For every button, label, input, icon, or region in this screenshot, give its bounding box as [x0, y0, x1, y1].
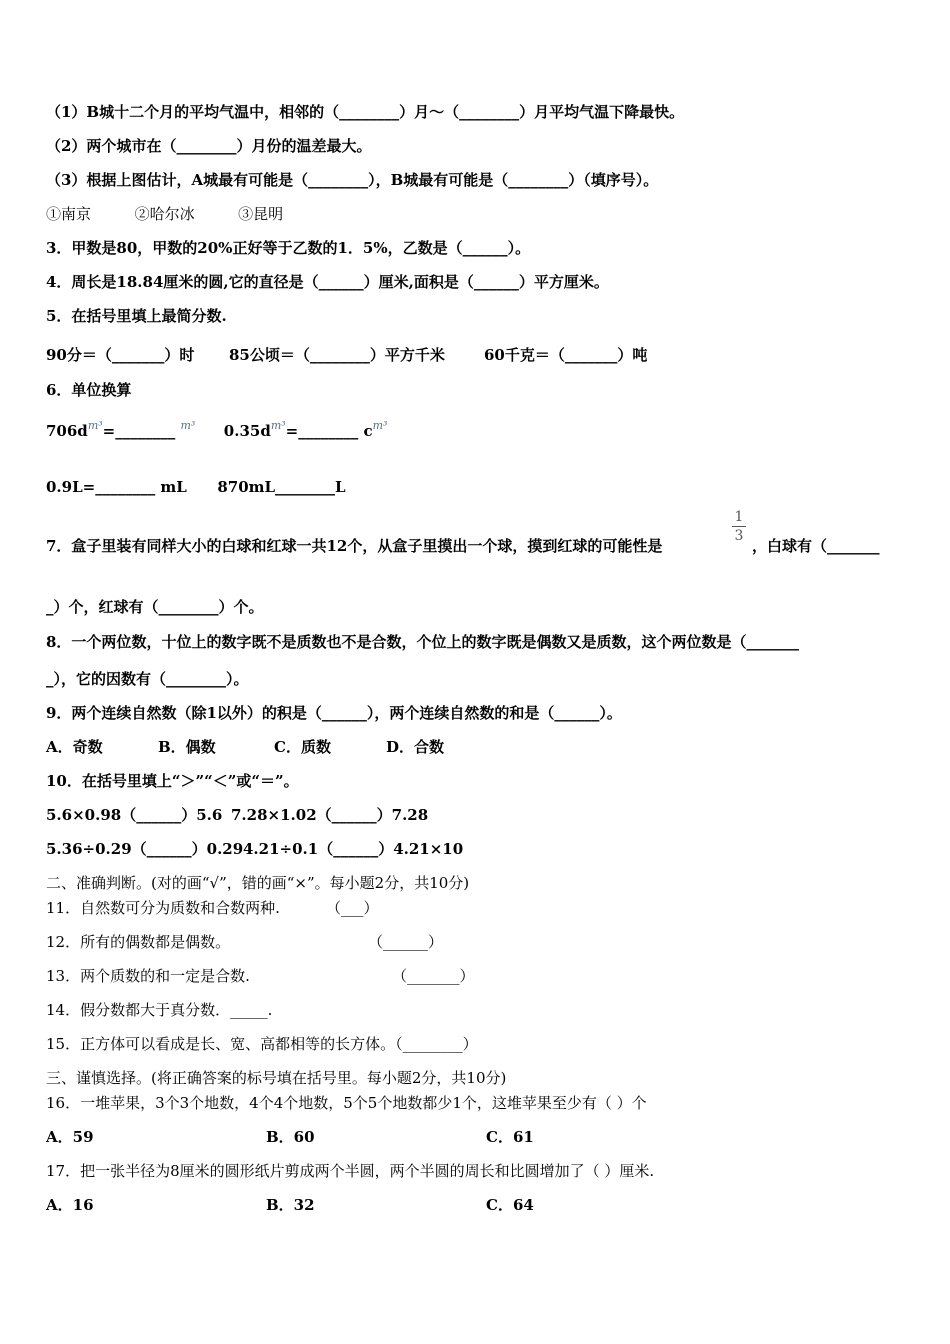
q6-prompt: 6．单位换算	[46, 381, 132, 399]
fraction-one-third: 1 3	[731, 509, 747, 544]
q6-row1: $706d^{m^3}=\_\_\_\_\_\_\_\_$ $^{m^3}$ $0.35d^{m^3}=\_\_\_\_\_\_\_\_$ $c^{m^3}$	[46, 419, 388, 440]
section2-title: 二、准确判断。(对的画“√”，错的画“×”。每小题2分，共10分)	[46, 874, 470, 892]
q8-line2: _），它的因数有（________）。	[46, 670, 249, 688]
q7-line2: _）个，红球有（________）个。	[46, 598, 264, 616]
q9-prompt: 9．两个连续自然数（除1以外）的积是（______），两个连续自然数的和是（______）。	[46, 704, 622, 722]
q2-sub1: （1）B城十二个月的平均气温中，相邻的（________）月～（________）月平均气温下降最快。	[46, 103, 685, 121]
cubic-unit: m³	[180, 419, 196, 432]
q5-item-2: 85公顷＝（________）平方千米	[229, 346, 445, 364]
q2-option-2: ②哈尔冰	[134, 205, 195, 223]
q13: 13．两个质数的和一定是合数. （_______）	[46, 967, 475, 985]
q4: 4．周长是18.84厘米的圆,它的直径是（______）厘米,面积是（______）平方厘米。	[46, 273, 609, 291]
q17: 17．把一张半径为8厘米的圆形纸片剪成两个半圆，两个半圆的周长和比圆增加了（ ）厘米.	[46, 1162, 655, 1180]
q15: 15．正方体可以看成是长、宽、高都相等的长方体。（________）	[46, 1035, 478, 1053]
q10-prompt: 10．在括号里填上“＞”“＜”或“＝”。	[46, 772, 299, 790]
q2-sub2: （2）两个城市在（________）月份的温差最大。	[46, 137, 372, 155]
q3: 3．甲数是80，甲数的20%正好等于乙数的1．5%，乙数是（______）。	[46, 239, 531, 257]
cubic-unit: m³	[372, 419, 388, 432]
q12: 12．所有的偶数都是偶数。 （______）	[46, 933, 444, 951]
q5-item-1: 90分＝（_______）时	[46, 346, 195, 364]
cubic-unit: m³	[270, 419, 286, 432]
q2-option-3: ③昆明	[238, 205, 284, 223]
q5-item-3: 60千克＝（_______）吨	[484, 346, 648, 364]
section3-title: 三、谨慎选择。(将正确答案的标号填在括号里。每小题2分，共10分)	[46, 1069, 507, 1087]
q16: 16．一堆苹果，3个3个地数，4个4个地数，5个5个地数都少1个，这堆苹果至少有（ ）个	[46, 1094, 647, 1112]
q2-option-1: ①南京	[46, 205, 92, 223]
cubic-unit: m³	[87, 419, 103, 432]
q7-line1: 7．盒子里装有同样大小的白球和红球一共12个，从盒子里摸出一个球，摸到红球的可能性是 ，白球有（_______	[46, 537, 880, 555]
q2-options	[46, 204, 283, 224]
q8-line1: 8．一个两位数，十位上的数字既不是质数也不是合数，个位上的数字既是偶数又是质数，这个两位数是（_______	[46, 633, 799, 651]
q11: 11．自然数可分为质数和合数两种. （___）	[46, 899, 379, 917]
q2-sub3: （3）根据上图估计，A城最有可能是（________），B城最有可能是（________）（填序号）。	[46, 171, 659, 189]
q14: 14．假分数都大于真分数．_____.	[46, 1001, 273, 1019]
q5-prompt: 5．在括号里填上最简分数.	[46, 307, 227, 325]
q6-row2: 0.9L=________ mL 870mL________L	[46, 478, 346, 496]
